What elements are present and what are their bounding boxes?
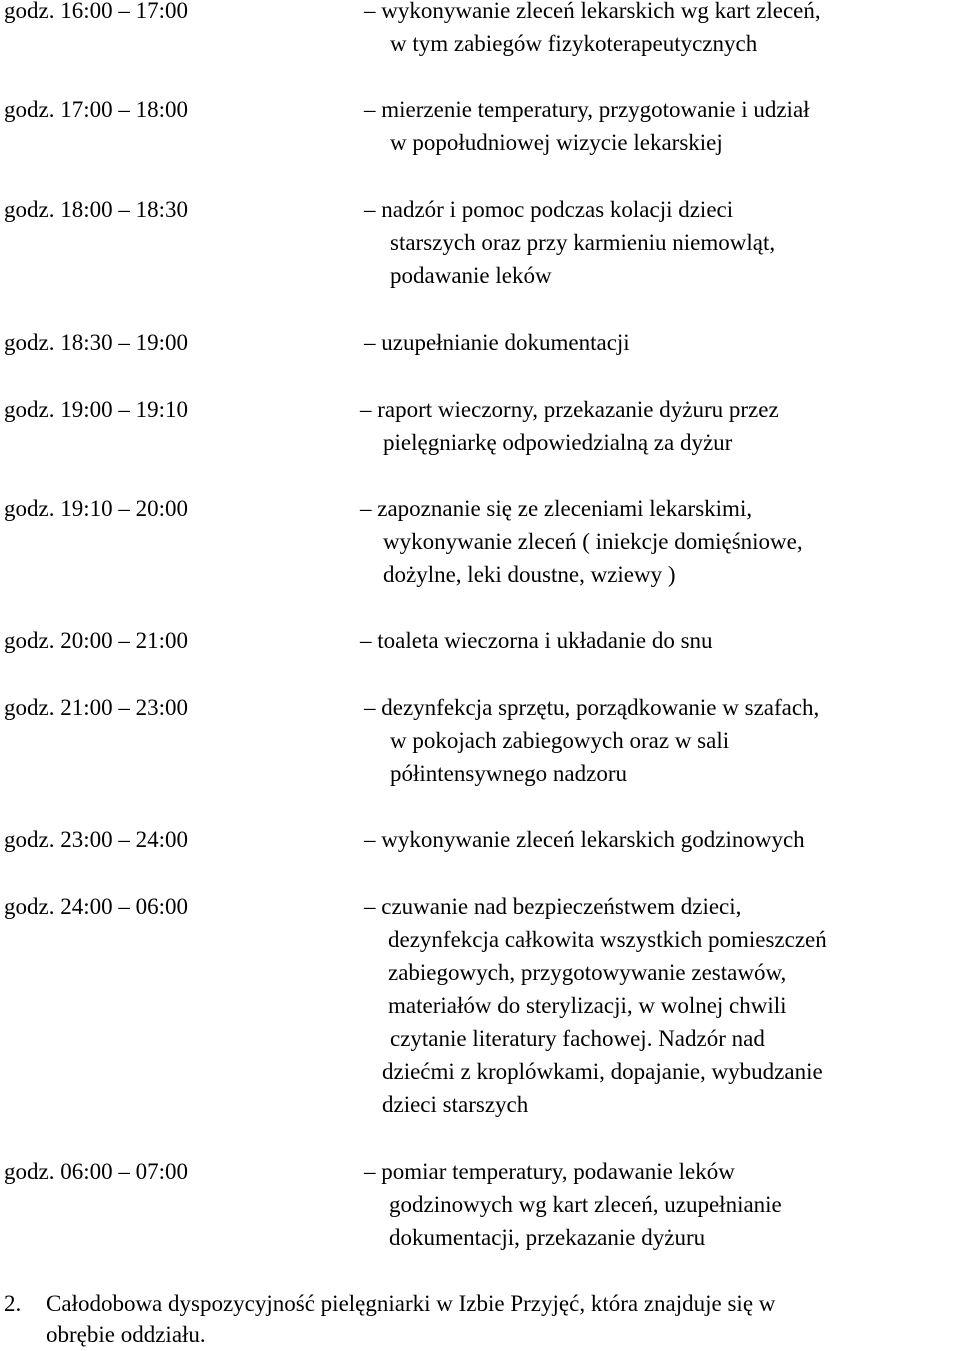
time-range: godz. 18:30 – 19:00	[4, 330, 188, 355]
time-range: godz. 17:00 – 18:00	[4, 97, 188, 122]
duty-line: dziećmi z kroplówkami, dopajanie, wybudzanie	[382, 1059, 823, 1084]
duty-line: starszych oraz przy karmieniu niemowląt,	[390, 230, 776, 255]
duty-line: – pomiar temperatury, podawanie leków	[364, 1159, 735, 1184]
time-range: godz. 19:10 – 20:00	[4, 496, 188, 521]
duty-description	[360, 624, 713, 657]
duty-description	[364, 890, 827, 1121]
duty-description	[364, 193, 775, 292]
paragraph-line: Całodobowa dyspozycyjność pielęgniarki w Izbie Przyjęć, która znajduje się w	[46, 1291, 776, 1316]
duty-description	[360, 492, 803, 591]
duty-description	[364, 691, 819, 790]
duty-line: – zapoznanie się ze zleceniami lekarskimi,	[360, 496, 753, 521]
time-range: godz. 24:00 – 06:00	[4, 894, 188, 919]
paragraph-number: 2.	[4, 1291, 22, 1316]
duty-line: dożylne, leki doustne, wziewy )	[383, 562, 676, 587]
duty-line: – mierzenie temperatury, przygotowanie i udział	[364, 97, 810, 122]
time-range: godz. 20:00 – 21:00	[4, 628, 188, 653]
duty-description	[364, 823, 805, 856]
duty-description	[364, 326, 630, 359]
duty-line: materiałów do sterylizacji, w wolnej chwili	[388, 993, 787, 1018]
time-range: godz. 23:00 – 24:00	[4, 827, 188, 852]
duty-line: dezynfekcja całkowita wszystkich pomieszczeń	[388, 927, 827, 952]
duty-line: czytanie literatury fachowej. Nadzór nad	[390, 1026, 765, 1051]
duty-line: dzieci starszych	[382, 1092, 529, 1117]
paragraph-line: obrębie oddziału.	[46, 1322, 206, 1347]
duty-line: zabiegowych, przygotowywanie zestawów,	[388, 960, 787, 985]
duty-line: w pokojach zabiegowych oraz w sali	[390, 728, 730, 753]
duty-line: – dezynfekcja sprzętu, porządkowanie w szafach,	[364, 695, 820, 720]
time-range: godz. 18:00 – 18:30	[4, 197, 188, 222]
time-range: godz. 21:00 – 23:00	[4, 695, 188, 720]
duty-line: – czuwanie nad bezpieczeństwem dzieci,	[364, 894, 742, 919]
duty-description	[364, 1155, 782, 1254]
duty-line: – raport wieczorny, przekazanie dyżuru przez	[360, 397, 779, 422]
duty-description	[360, 393, 779, 459]
duty-line: – wykonywanie zleceń lekarskich godzinowych	[364, 827, 805, 852]
duty-line: półintensywnego nadzoru	[390, 761, 627, 786]
duty-line: – toaleta wieczorna i układanie do snu	[360, 628, 713, 653]
duty-line: podawanie leków	[390, 263, 552, 288]
time-range: godz. 19:00 – 19:10	[4, 397, 188, 422]
duty-line: godzinowych wg kart zleceń, uzupełnianie	[389, 1192, 782, 1217]
duty-description	[364, 0, 821, 60]
duty-line: – wykonywanie zleceń lekarskich wg kart zleceń,	[364, 0, 821, 23]
time-range: godz. 16:00 – 17:00	[4, 0, 188, 23]
duty-line: pielęgniarkę odpowiedzialną za dyżur	[383, 430, 733, 455]
duty-description	[364, 93, 810, 159]
duty-line: wykonywanie zleceń ( iniekcje domięśniowe,	[383, 529, 803, 554]
duty-line: dokumentacji, przekazanie dyżuru	[389, 1225, 706, 1250]
duty-line: – nadzór i pomoc podczas kolacji dzieci	[364, 197, 734, 222]
duty-line: w popołudniowej wizycie lekarskiej	[390, 130, 723, 155]
time-range: godz. 06:00 – 07:00	[4, 1159, 188, 1184]
duty-line: – uzupełnianie dokumentacji	[364, 330, 630, 355]
duty-line: w tym zabiegów fizykoterapeutycznych	[390, 31, 758, 56]
